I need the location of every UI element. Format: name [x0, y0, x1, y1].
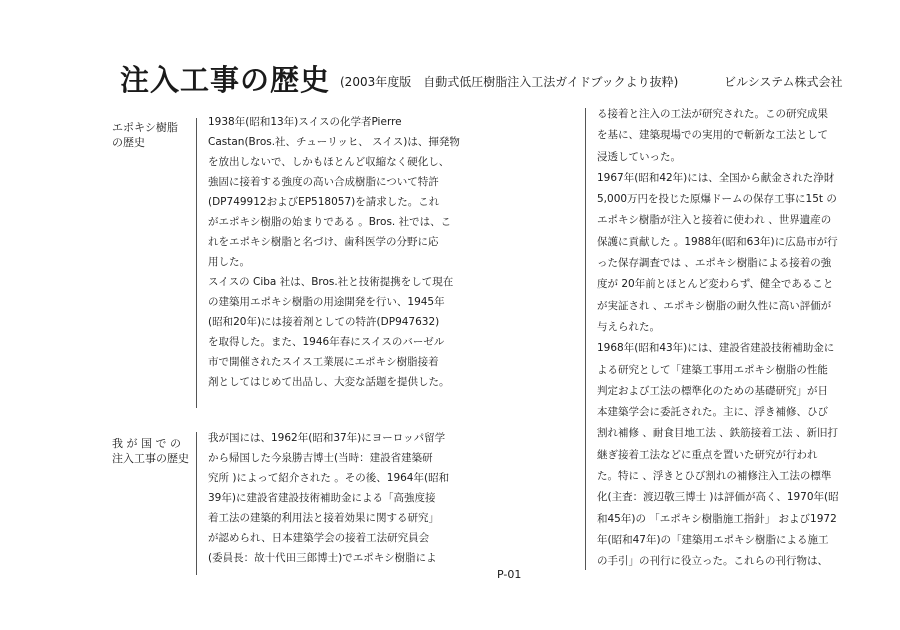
text-line: 浸透していった。: [597, 150, 681, 163]
text-line: る接着と注入の工法が研究された。この研究成果: [597, 108, 828, 120]
text-line: エポキシ樹脂が注入と接着に使われ 、世界遺産の: [597, 214, 832, 227]
text-line: が認められ、日本建築学会の接着工法研究員会: [208, 532, 430, 544]
text-line: の手引」の刊行に役立った。これらの刊行物は、: [597, 555, 828, 568]
text-line: がエポキシ樹脂の始まりである 。Bros. 社では、こ: [208, 216, 452, 228]
text-line: 1967年(昭和42年)には、全国から献金された浄財: [597, 171, 835, 184]
text-line: の建築用エポキシ樹脂の用途開発を行い、1945年: [208, 296, 445, 308]
section-label-line: 注入工事の歴史: [112, 452, 189, 465]
text-line: (委員長：故十代田三郎博士)でエポキシ樹脂によ: [208, 552, 437, 564]
text-line: 判定および工法の標準化のための基礎研究」が日: [597, 384, 828, 397]
section-divider-domestic: [196, 432, 197, 575]
company-name: ビルシステム株式会社: [724, 75, 843, 89]
text-line: 割れ補修 、耐食目地工法 、鉄筋接着工法 、新旧打: [597, 427, 839, 440]
text-line: 市で開催されたスイス工業展にエポキシ樹脂接着: [208, 356, 439, 368]
text-line: 化(主査：渡辺敬三博士 )は評価が高く、1970年(昭: [597, 491, 839, 504]
text-line: を基に、建築現場での実用的で斬新な工法として: [597, 129, 828, 142]
text-line: 用した。: [208, 256, 250, 268]
section-divider-epoxy: [196, 118, 197, 408]
text-line: 保護に貢献した 。1988年(昭和63年)に広島市が行: [597, 235, 838, 248]
text-line: 究所 )によって紹介された 。その後、1964年(昭和: [208, 472, 450, 484]
text-line: が実証され 、エポキシ樹脂の耐久性に高い評価が: [597, 299, 832, 312]
text-line: スイスの Ciba 社は、Bros.社と技術提携をして現在: [208, 276, 454, 288]
text-line: を放出しないで、しかもほとんど収縮なく硬化し、: [208, 156, 450, 168]
page-title: 注入工事の歴史: [120, 63, 331, 97]
text-line: 1938年(昭和13年)スイスの化学者Pierre: [208, 116, 402, 128]
epoxy-history-text: [208, 112, 466, 392]
text-line: 和45年)の 「エポキシ樹脂施工指針」 および1972: [597, 512, 837, 525]
section-label-epoxy: [112, 120, 190, 150]
text-line: 与えられた。: [597, 320, 660, 333]
text-line: 5,000万円を投じた原爆ドームの保存工事に15t の: [597, 193, 837, 206]
text-line: 剤としてはじめて出品し、大変な話題を提供した。: [208, 376, 450, 388]
text-line: 度が 20年前とほとんど変わらず、健全であること: [597, 278, 834, 291]
text-line: (DP749912およびEP518057)を請求した。これ: [208, 196, 440, 208]
section-label-line: の歴史: [112, 136, 145, 149]
text-line: れをエポキシ樹脂と名づけ、歯科医学の分野に応: [208, 236, 439, 248]
text-line: 本建築学会に委託された。主に、浮き補修、ひび: [597, 406, 828, 419]
text-line: った保存調査では 、エポキシ樹脂による接着の強: [597, 257, 832, 270]
text-line: 39年)に建設省建設技術補助金による「高強度接: [208, 492, 436, 504]
page-subtitle: (2003年度版 自動式低圧樹脂注入工法ガイドブックより抜粋): [340, 75, 679, 89]
text-line: を取得した。また、1946年春にスイスのバーゼル: [208, 336, 445, 348]
text-line: 着工法の建築的利用法と接着効果に関する研究」: [208, 512, 439, 524]
text-line: から帰国した今泉勝吉博士(当時：建設省建築研: [208, 452, 433, 464]
text-line: 年(昭和47年)の「建築用エポキシ樹脂による施工: [597, 533, 829, 546]
text-line: (昭和20年)には接着剤としての特許(DP947632): [208, 316, 440, 328]
right-column-text: [597, 104, 855, 573]
text-line: よる研究として「建築工事用エポキシ樹脂の性能: [597, 363, 828, 376]
text-line: 継ぎ接着工法などに重点を置いた研究が行われ: [597, 448, 818, 461]
text-line: た。特に 、浮きとひび割れの補修注入工法の標準: [597, 470, 832, 483]
text-line: Castan(Bros.社、チューリッヒ、 スイス)は、揮発物: [208, 136, 460, 148]
column-divider: [585, 108, 586, 570]
text-line: 我が国には、1962年(昭和37年)にヨーロッパ留学: [208, 432, 446, 444]
text-line: 強固に接着する強度の高い合成樹脂について特許: [208, 176, 439, 188]
domestic-history-text: [208, 428, 466, 568]
section-label-domestic: [112, 436, 190, 466]
page-number: P-01: [497, 568, 522, 581]
section-label-line: 我 が 国 で の: [112, 437, 181, 450]
text-line: 1968年(昭和43年)には、建設省建設技術補助金に: [597, 342, 835, 355]
section-label-line: エポキシ樹脂: [112, 121, 178, 134]
